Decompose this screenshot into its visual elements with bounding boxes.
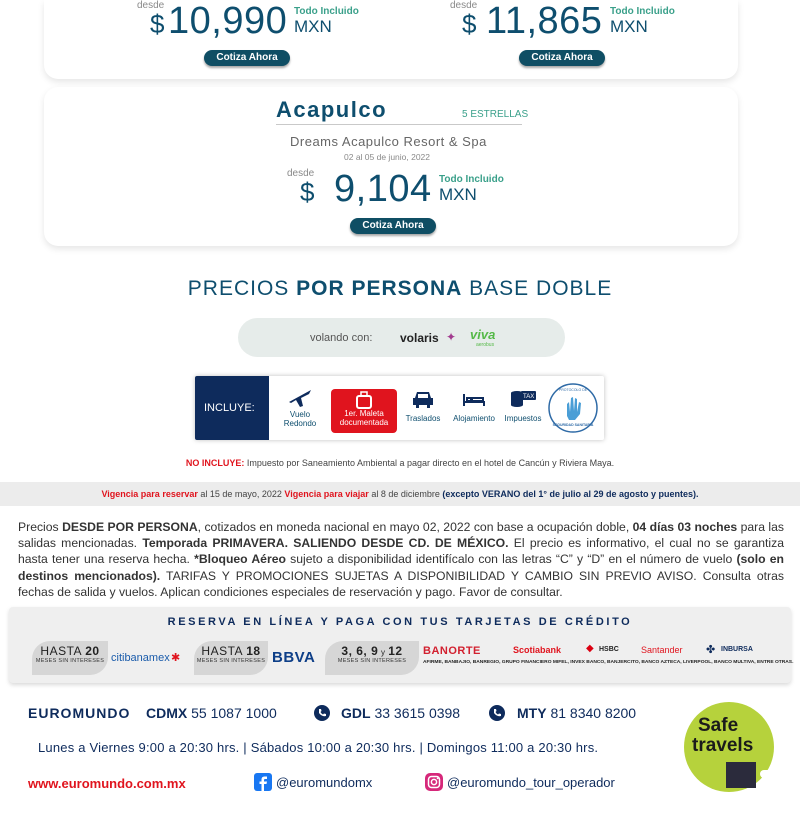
terms-b2: 04 días 03 noches: [632, 520, 738, 534]
safe-travels-badge: [684, 702, 774, 792]
price: 10,990: [168, 0, 288, 42]
citibanamex-logo: citibanamex: [111, 652, 170, 664]
msi-3-12-nums: 3, 6, 9: [341, 644, 379, 658]
cdmx-number: 55 1087 1000: [191, 705, 277, 721]
msi-3-12-y: y: [378, 648, 389, 657]
svg-text:TAX: TAX: [523, 394, 535, 400]
bed-icon: [461, 388, 487, 410]
volaris-star-icon: ✦: [446, 330, 457, 344]
terms-paragraph: [18, 519, 784, 600]
mty-number: 81 8340 8200: [550, 705, 637, 721]
todo-incluido: Todo Incluido: [294, 6, 359, 17]
item-line1: Traslados: [405, 414, 441, 423]
city-underline: [276, 124, 522, 125]
instagram-icon[interactable]: [425, 773, 443, 791]
plane-icon: [287, 386, 313, 410]
pricing-pre: PRECIOS: [187, 277, 297, 300]
gdl-label: GDL: [341, 705, 371, 721]
desde-label: desde: [137, 0, 165, 11]
todo-incluido: Todo Incluido: [439, 174, 504, 185]
msi-18-line: [194, 644, 268, 658]
msi-3-12-pill: [325, 641, 419, 675]
citibanamex-mark-icon: ✱: [171, 652, 181, 664]
no-incluye-label: NO INCLUYE:: [185, 458, 245, 468]
website-link[interactable]: www.euromundo.com.mx: [28, 776, 186, 791]
pricing-post: BASE DOBLE: [462, 277, 613, 300]
santander-logo: Santander: [641, 645, 683, 655]
msi-3-12-line: [325, 644, 419, 658]
gdl-number: 33 3615 0398: [374, 705, 461, 721]
item-line1: Impuestos: [504, 414, 542, 423]
cdmx-label: CDMX: [146, 705, 188, 721]
mty-label: MTY: [517, 705, 547, 721]
incluye-item-maleta: [331, 389, 397, 433]
msi-18-num: 18: [246, 644, 261, 658]
banorte-logo: BANORTE: [423, 645, 481, 657]
terms-t2: , cotizados en moneda nacional en mayo 02, 2022 con base a ocupación doble,: [197, 520, 633, 534]
currency-code: MXN: [439, 185, 477, 204]
msi-20-pre: HASTA: [40, 644, 86, 658]
seal-top-text: PROTOCOLO DE: [558, 388, 588, 392]
brand-name: EUROMUNDO: [28, 705, 131, 721]
wttc-logo: [726, 762, 756, 788]
seguridad-sanitaria-seal: [547, 382, 599, 434]
terms-t3: para las salidas mencionadas.: [18, 520, 784, 551]
no-incluye-text: Impuesto por Saneamiento Ambiental a pagar directo en el hotel de Cancún y Riviera Maya.: [244, 458, 615, 468]
msi-20-num: 20: [85, 644, 100, 658]
msi-18-pill: [194, 641, 268, 675]
inbursa-logo: INBURSA: [721, 646, 753, 653]
hotel-name: Dreams Acapulco Resort & Spa: [290, 134, 487, 149]
travel-dates: 02 al 05 de junio, 2022: [344, 152, 431, 162]
currency-symbol: $: [300, 177, 315, 207]
currency-symbol: $: [462, 9, 477, 39]
tax-icon: [508, 388, 538, 410]
hsbc-logo: HSBC: [599, 646, 619, 653]
terms-t1: Precios: [18, 520, 63, 534]
pricing-bold: POR PERSONA: [296, 277, 463, 300]
desde-label: desde: [287, 168, 315, 179]
gdl-phone: [341, 705, 460, 721]
msi-20-pill: [32, 641, 108, 675]
other-banks: AFIRME, BANBAJIO, BANREGIO, GRUPO FINANCIERO MIFEL, INVEX BANCO, BANJERCITO, BANCO AZTECA, LIVERPOOL, BANCO MULTIVA, ENTRE OTRAS.: [423, 660, 794, 665]
item-line1: 1er. Maleta: [344, 409, 384, 418]
volaris-logo: volaris: [400, 331, 439, 345]
terms-b5: (solo en destinos mencionados).: [18, 552, 784, 583]
vigencia-exception: (excepto VERANO del 1° de julio al 29 de agosto y puentes).: [442, 489, 699, 499]
banks-row: [0, 641, 800, 677]
instagram-handle[interactable]: @euromundo_tour_operador: [447, 775, 615, 790]
safe-text: Safe: [698, 715, 739, 736]
incluye-item-vuelo: [280, 386, 320, 428]
wttc-mark-icon: [760, 770, 780, 778]
terms-t6: TARIFAS Y PROMOCIONES SUJETAS A DISPONIBILIDAD Y CAMBIO SIN PREVIO AVISO. Consulta otras fechas de salida y vuelos. Aplican condiciones especiales de reservación y pago. Favor de consultar.: [18, 568, 784, 599]
vigencia-reservar-date: al 15 de mayo, 2022: [197, 489, 285, 499]
mty-phone: [517, 705, 636, 721]
vigencia-viajar-label: Vigencia para viajar: [284, 489, 369, 499]
incluye-item-impuestos: [503, 388, 543, 423]
item-line2: documentada: [339, 418, 389, 427]
price: 9,104: [334, 168, 432, 210]
viva-logo: viva: [470, 327, 496, 342]
incluye-label: INCLUYE:: [204, 402, 255, 414]
stars-label: 5 ESTRELLAS: [462, 109, 529, 120]
car-icon: [411, 388, 435, 410]
suitcase-icon: [354, 391, 374, 409]
travels-text: travels: [692, 735, 754, 756]
seal-bottom-text: SEGURIDAD SANITARIA: [552, 423, 594, 427]
item-line2: Redondo: [283, 419, 317, 428]
inbursa-mark-icon: ✤: [706, 644, 716, 656]
facebook-icon[interactable]: [254, 773, 272, 791]
item-line1: Vuelo: [289, 410, 311, 419]
msi-3-12-sub: MESES SIN INTERESES: [337, 658, 407, 664]
currency-symbol: $: [150, 9, 165, 39]
airlines-label: volando con:: [310, 332, 373, 344]
currency-code: MXN: [610, 17, 648, 36]
cotiza-button[interactable]: Cotiza Ahora: [350, 218, 436, 234]
item-line1: Alojamiento: [453, 414, 495, 423]
no-incluye-line: [0, 458, 800, 468]
terms-b3: Temporada PRIMAVERA. SALIENDO DESDE CD. DE MÉXICO.: [142, 536, 509, 551]
phone-icon: [489, 705, 505, 721]
scotiabank-logo: Scotiabank: [513, 645, 562, 655]
msi-18-sub: MESES SIN INTERESES: [196, 658, 266, 664]
phone-icon: [314, 705, 330, 721]
vigencia-viajar-date: al 8 de diciembre: [368, 489, 443, 499]
terms-t5: sujeto a disponibilidad identifícalo con las letras “C” y “D” en el número de vuelo: [285, 552, 737, 567]
incluye-item-alojamiento: [450, 388, 498, 423]
currency-code: MXN: [294, 17, 332, 36]
pricing-heading: [0, 277, 800, 301]
city-name: Acapulco: [276, 97, 388, 122]
incluye-label-block: [195, 376, 269, 440]
msi-20-sub: MESES SIN INTERESES: [35, 658, 105, 664]
price: 11,865: [486, 0, 603, 42]
cotiza-button[interactable]: Cotiza Ahora: [519, 50, 605, 66]
facebook-handle[interactable]: @euromundomx: [276, 775, 373, 790]
cdmx-phone: [146, 705, 277, 721]
incluye-item-traslados: [404, 388, 442, 423]
banks-title: RESERVA EN LÍNEA Y PAGA CON TUS TARJETAS DE CRÉDITO: [167, 616, 633, 628]
terms-b1: DESDE POR PERSONA: [62, 520, 198, 534]
desde-label: desde: [450, 0, 478, 11]
cotiza-button[interactable]: Cotiza Ahora: [204, 50, 290, 66]
terms-t4: El precio es informativo, el cual no se garantiza hasta tener una reserva hecha.: [18, 536, 785, 567]
vigencia-text: [0, 489, 800, 499]
msi-20-line: [32, 644, 108, 658]
hsbc-mark-icon: ◆: [586, 643, 594, 654]
office-hours: Lunes a Viernes 9:00 a 20:30 hrs. | Sábados 10:00 a 20:30 hrs. | Domingos 11:00 a 20:30 hrs.: [38, 740, 599, 755]
vigencia-reservar-label: Vigencia para reservar: [101, 489, 198, 499]
terms-b4: *Bloqueo Aéreo: [194, 552, 286, 567]
todo-incluido: Todo Incluido: [610, 6, 675, 17]
bbva-logo: BBVA: [272, 649, 316, 666]
msi-18-pre: HASTA: [201, 644, 247, 658]
viva-sub: aerobus: [476, 342, 495, 348]
msi-3-12-last: 12: [388, 644, 403, 658]
